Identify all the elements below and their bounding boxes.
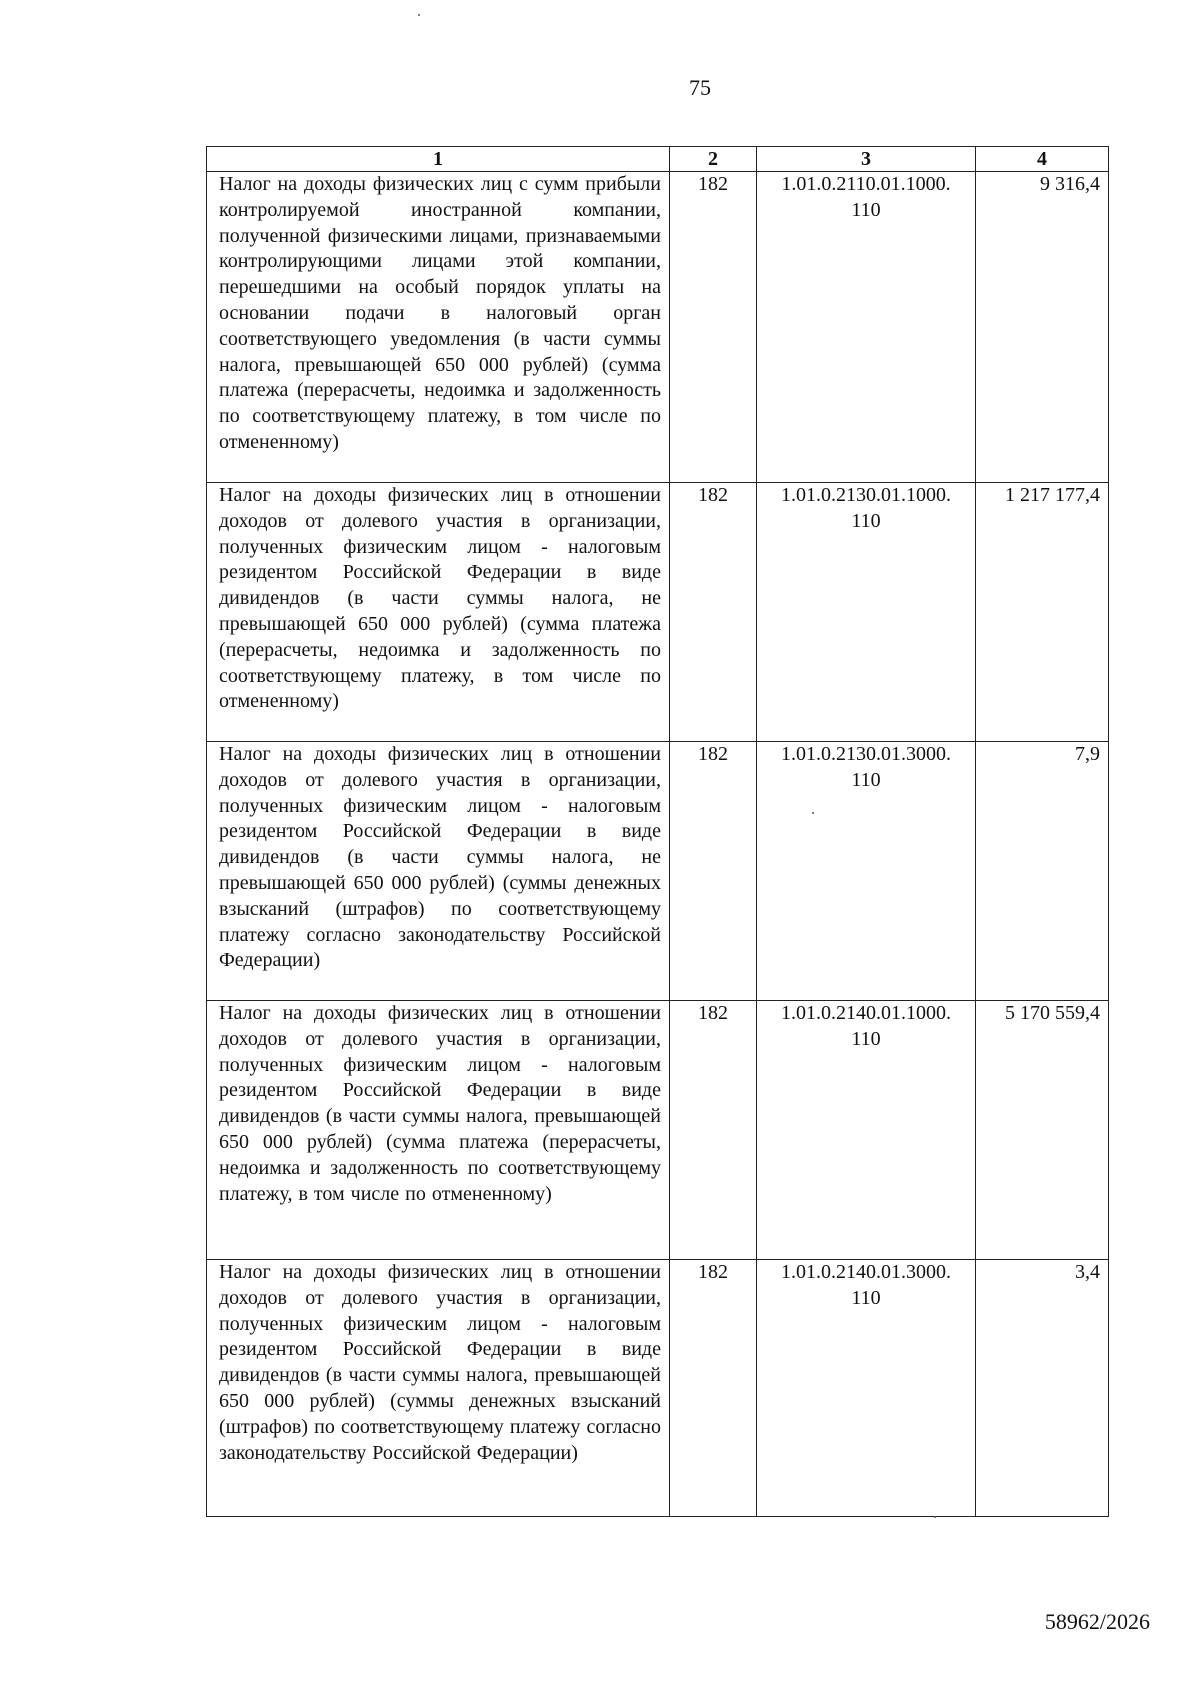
budget-classification-code-cell: 1.01.0.2140.01.1000. 110 bbox=[757, 1001, 976, 1260]
revenue-name-cell: Налог на доходы физических лиц в отношении доходов от долевого участия в организации, полученных физическим лицом - налоговым резидентом Российской Федерации в виде дивидендов (в части суммы налога, не превышающей 650 000 рублей) (суммы денежных взысканий (штрафов) по соответствующему платежу согласно законодательству Российской Федерации) bbox=[207, 742, 670, 1001]
budget-classification-code-cell: 1.01.0.2110.01.1000. 110 bbox=[757, 172, 976, 483]
document-registration-number: 58962/2026 bbox=[1044, 1609, 1150, 1634]
scan-speck bbox=[934, 1516, 936, 1518]
administrator-code-cell: 182 bbox=[670, 1001, 757, 1260]
table-row bbox=[207, 483, 1109, 742]
table-row bbox=[207, 172, 1109, 483]
administrator-code-cell: 182 bbox=[670, 742, 757, 1001]
column-header-3: 3 bbox=[757, 147, 976, 172]
amount-cell: 9 316,4 bbox=[976, 172, 1109, 483]
scan-speck bbox=[418, 14, 420, 16]
administrator-code-cell: 182 bbox=[670, 483, 757, 742]
table-body bbox=[207, 172, 1109, 1517]
administrator-code-cell: 182 bbox=[670, 172, 757, 483]
amount-cell: 1 217 177,4 bbox=[976, 483, 1109, 742]
table-header bbox=[207, 147, 1109, 172]
table-row bbox=[207, 1001, 1109, 1260]
page-number: 75 bbox=[689, 75, 711, 100]
column-header-4: 4 bbox=[976, 147, 1109, 172]
scan-speck bbox=[812, 812, 814, 814]
budget-classification-code-cell: 1.01.0.2130.01.1000. 110 bbox=[757, 483, 976, 742]
administrator-code-cell: 182 bbox=[670, 1260, 757, 1517]
revenue-name-cell: Налог на доходы физических лиц с сумм прибыли контролируемой иностранной компании, полученной физическими лицами, признаваемыми контролирующими лицами этой компании, перешедшими на особый порядок уплаты на основании подачи в налоговый орган соответствующего уведомления (в части суммы налога, превышающей 650 000 рублей) (сумма платежа (перерасчеты, недоимка и задолженность по соответствующему платежу, в том числе по отмененному) bbox=[207, 172, 670, 483]
table-row bbox=[207, 742, 1109, 1001]
amount-cell: 3,4 bbox=[976, 1260, 1109, 1517]
revenue-table bbox=[206, 146, 1109, 1517]
table-row bbox=[207, 1260, 1109, 1517]
column-header-1: 1 bbox=[207, 147, 670, 172]
revenue-name-cell: Налог на доходы физических лиц в отношении доходов от долевого участия в организации, полученных физическим лицом - налоговым резидентом Российской Федерации в виде дивидендов (в части суммы налога, превышающей 650 000 рублей) (сумма платежа (перерасчеты, недоимка и задолженность по соответствующему платежу, в том числе по отмененному) bbox=[207, 1001, 670, 1260]
amount-cell: 5 170 559,4 bbox=[976, 1001, 1109, 1260]
header-row bbox=[207, 147, 1109, 172]
column-header-2: 2 bbox=[670, 147, 757, 172]
revenue-name-cell: Налог на доходы физических лиц в отношении доходов от долевого участия в организации, полученных физическим лицом - налоговым резидентом Российской Федерации в виде дивидендов (в части суммы налога, превышающей 650 000 рублей) (суммы денежных взысканий (штрафов) по соответствующему платежу согласно законодательству Российской Федерации) bbox=[207, 1260, 670, 1517]
budget-classification-code-cell: 1.01.0.2130.01.3000. 110 bbox=[757, 742, 976, 1001]
revenue-name-cell: Налог на доходы физических лиц в отношении доходов от долевого участия в организации, полученных физическим лицом - налоговым резидентом Российской Федерации в виде дивидендов (в части суммы налога, не превышающей 650 000 рублей) (сумма платежа (перерасчеты, недоимка и задолженность по соответствующему платежу, в том числе по отмененному) bbox=[207, 483, 670, 742]
amount-cell: 7,9 bbox=[976, 742, 1109, 1001]
budget-classification-code-cell: 1.01.0.2140.01.3000. 110 bbox=[757, 1260, 976, 1517]
